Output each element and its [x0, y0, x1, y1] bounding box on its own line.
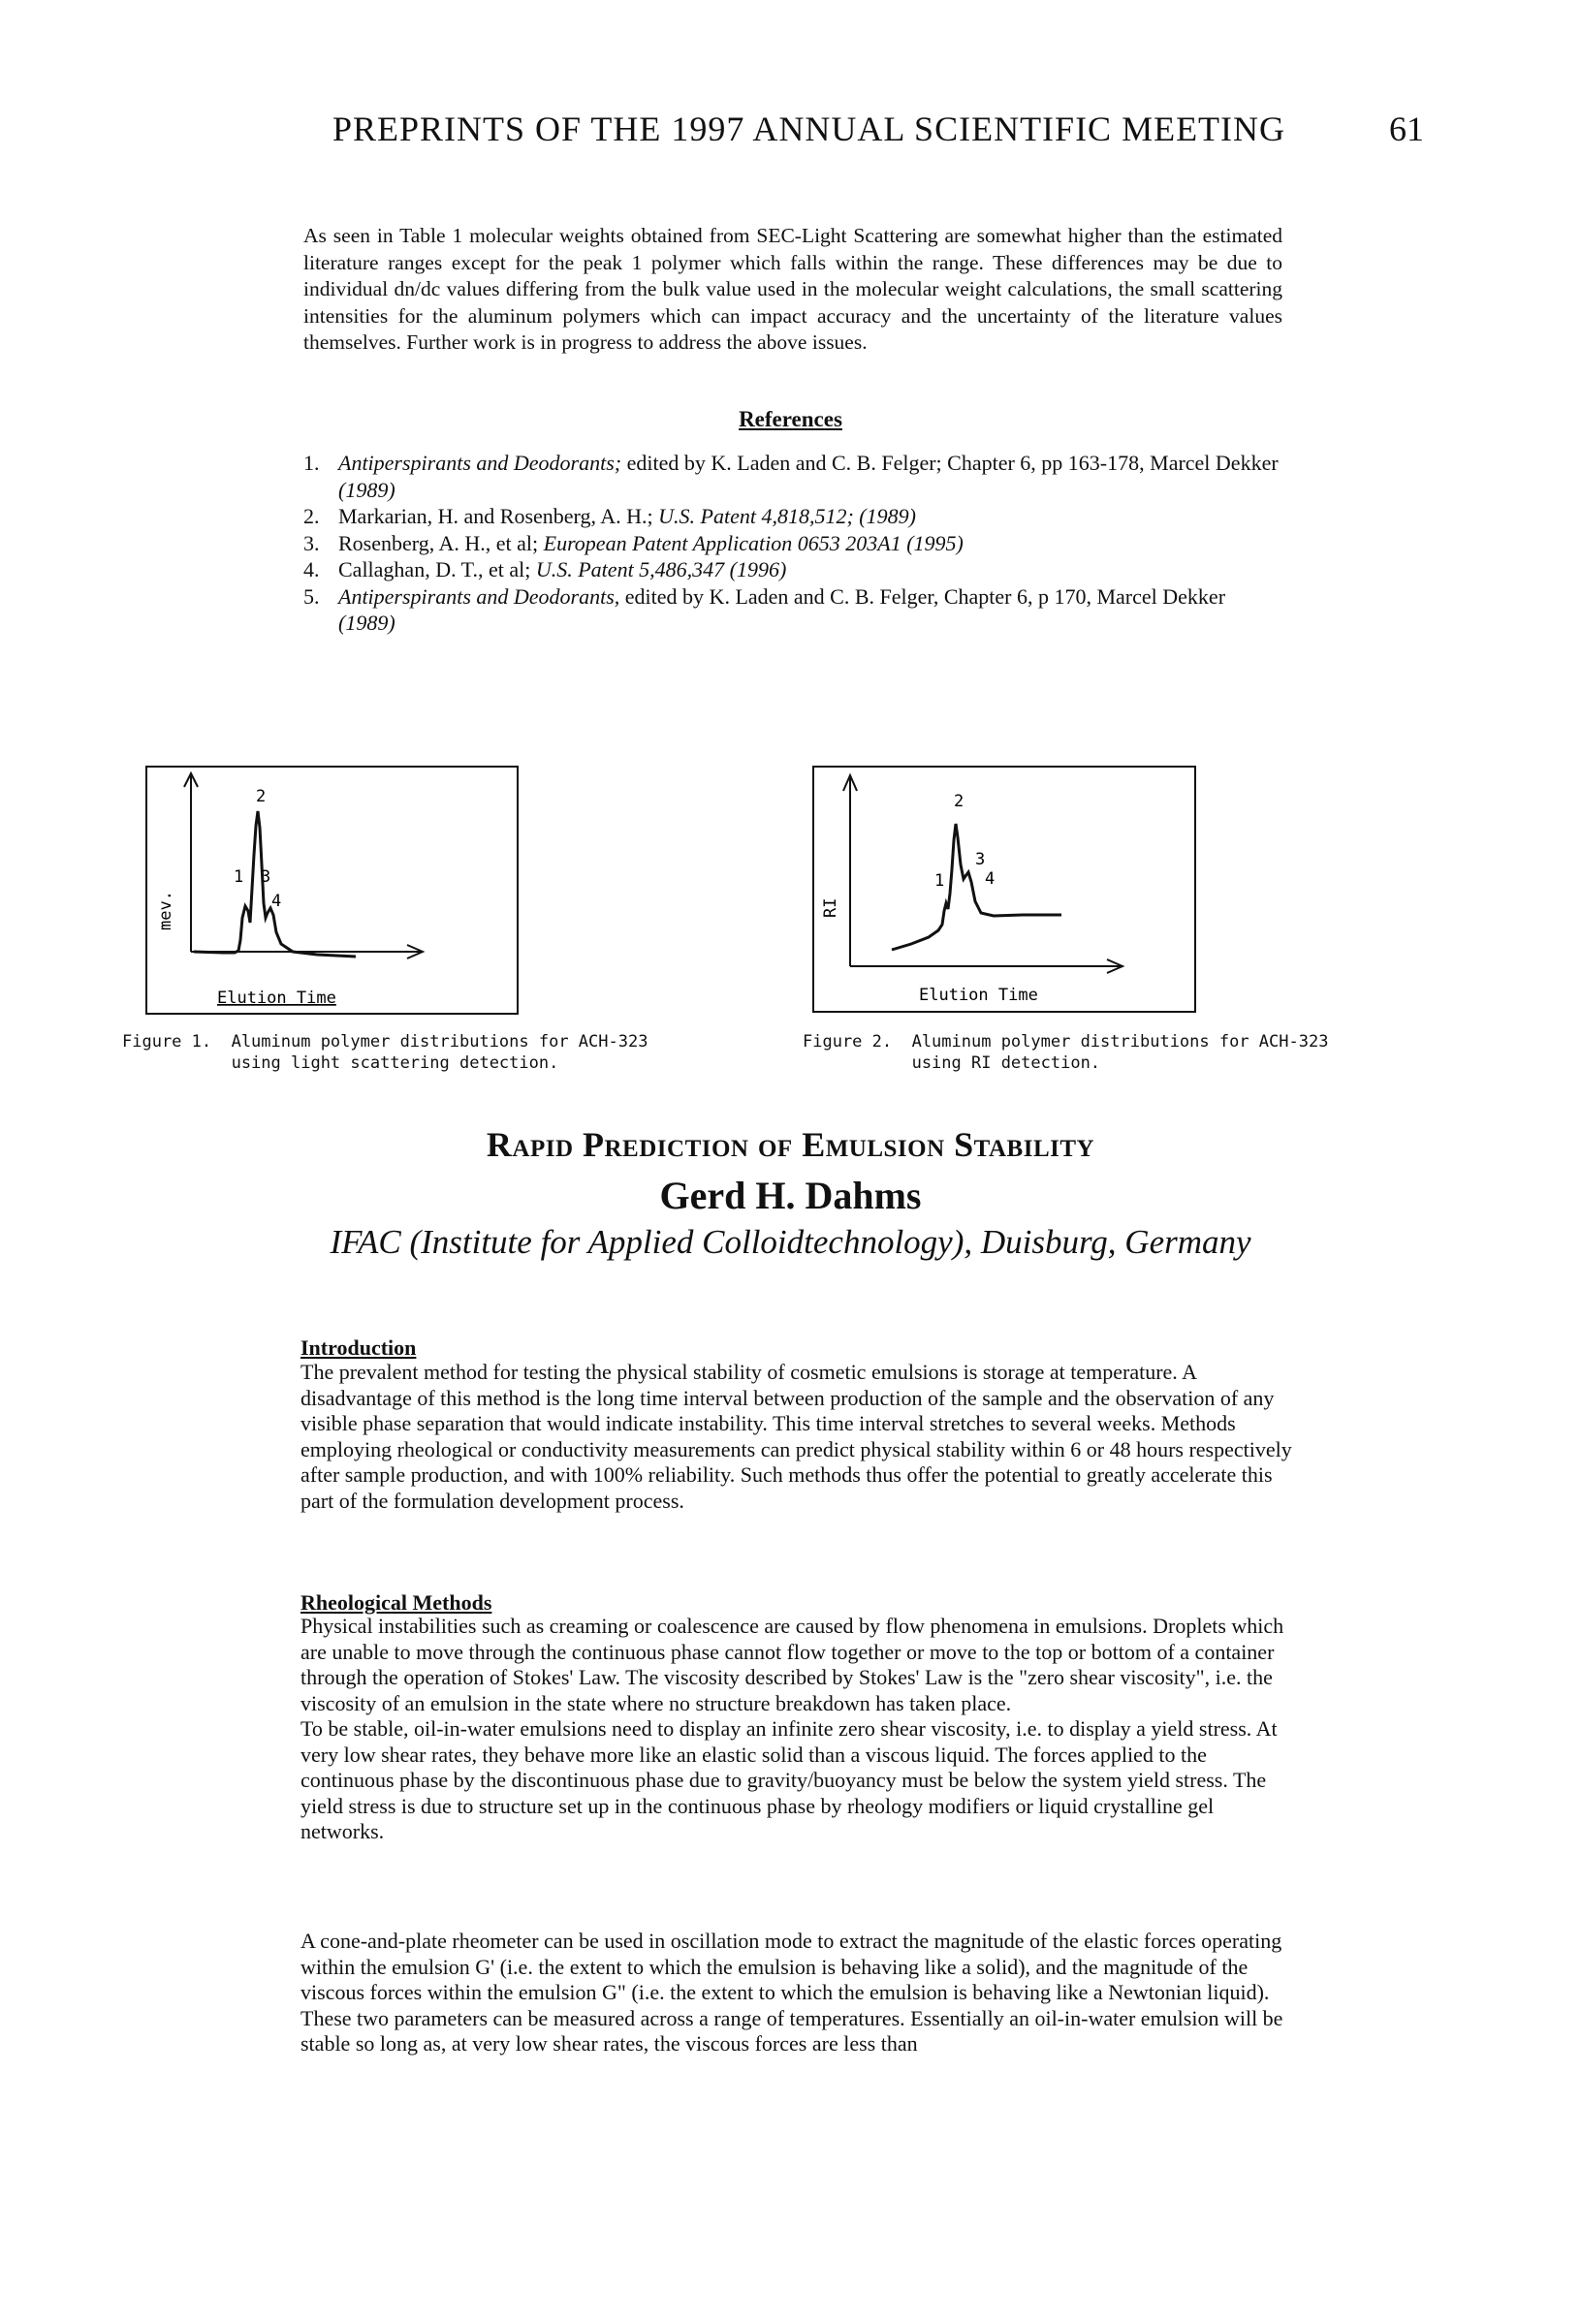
- introduction-text: The prevalent method for testing the physical stability of cosmetic emulsions is storage at temperature. A disadvantage of this method is the long time interval between production of the sample and the observation of any visible phase separation that would indicate instability. This time interval stretches to several weeks. Methods employing rheological or conductivity measurements can predict physical stability within 6 or 48 hours respectively after sample production, and with 100% reliability. Such methods thus offer the potential to greatly accelerate this part of the formulation development process.: [300, 1360, 1292, 1513]
- figure-1-svg: [147, 768, 517, 1013]
- figure-2-svg: [814, 768, 1194, 1011]
- peak-label: 4: [271, 892, 282, 911]
- figure-1-plot: [145, 766, 519, 1015]
- peak-label: 2: [256, 787, 267, 806]
- reference-item: 3. Rosenberg, A. H., et al; European Patent Application 0653 203A1 (1995): [303, 530, 964, 555]
- figure-2-caption: Figure 2. Aluminum polymer distributions for ACH-323 using RI detection.: [803, 1032, 1329, 1073]
- y-axis-label: RI: [821, 897, 840, 918]
- journal-title: PREPRINTS OF THE 1997 ANNUAL SCIENTIFIC MEETING: [332, 110, 1286, 148]
- peak-label: 2: [954, 792, 964, 811]
- introduction-heading: Introduction: [300, 1335, 417, 1360]
- rheological-text: Physical instabilities such as creaming or coalescence are caused by flow phenomena in emulsions. Droplets which are unable to move through the continuous phase cannot flow together or move to the top or bottom of a container through the operation of Stokes' Law. The viscosity described by Stokes' Law is the "zero shear viscosity", i.e. the viscosity of an emulsion in the state where no structure breakdown has taken place. To be stable, oil-in-water emulsions need to display an infinite zero shear viscosity, i.e. to display a yield stress. At very low shear rates, they behave more like an elastic solid than a viscous liquid. The forces applied to the continuous phase by the discontinuous phase due to gravity/buoyancy must be below the system yield stress. The yield stress is due to structure set up in the continuous phase by rheology modifiers or liquid crystalline gel networks.: [300, 1614, 1284, 1843]
- article-author: Gerd H. Dahms: [659, 1174, 922, 1217]
- rheological-heading: Rheological Methods: [300, 1590, 492, 1615]
- peak-label: 3: [261, 867, 271, 887]
- results-paragraph: As seen in Table 1 molecular weights obtained from SEC-Light Scattering are somewhat higher than the estimated literature ranges except for the peak 1 polymer which falls within the range. These differences may be due to individual dn/dc values differing from the bulk value used in the molecular weight calculations, the small scattering intensities for the aluminum polymers which can impact accuracy and the uncertainty of the literature values themselves. Further work is in progress to address the above issues.: [303, 224, 1282, 355]
- reference-item: 1. Antiperspirants and Deodorants; edited by K. Laden and C. B. Felger; Chapter 6, pp 163-178, Marcel Dekker (1989): [303, 451, 1279, 502]
- running-header: [0, 109, 1581, 157]
- figure-1-caption: Figure 1. Aluminum polymer distributions for ACH-323 using light scattering detection.: [122, 1032, 648, 1073]
- peak-label: 1: [934, 871, 945, 891]
- peak-label: 4: [985, 869, 996, 889]
- rheometer-paragraph: A cone-and-plate rheometer can be used in oscillation mode to extract the magnitude of the elastic forces operating within the emulsion G' (i.e. the extent to which the emulsion is behaving like a solid), and the magnitude of the viscous forces within the emulsion G" (i.e. the extent to which the emulsion is behaving like a Newtonian liquid). These two parameters can be measured across a range of temperatures. Essentially an oil-in-water emulsion will be stable so long as, at very low shear rates, the viscous forces are less than: [300, 1929, 1283, 2056]
- peak-label: 1: [234, 867, 244, 887]
- x-axis-label: Elution Time: [217, 989, 336, 1008]
- reference-list: [303, 450, 1282, 637]
- reference-item: 4. Callaghan, D. T., et al; U.S. Patent 5,486,347 (1996): [303, 557, 787, 581]
- ri-trace: [892, 824, 1061, 950]
- light-scattering-trace: [194, 811, 356, 957]
- article-affiliation: IFAC (Institute for Applied Colloidtechnology), Duisburg, Germany: [330, 1223, 1251, 1261]
- page-number: 61: [1389, 110, 1424, 148]
- peak-label: 3: [975, 850, 986, 869]
- figure-2-plot: [812, 766, 1196, 1013]
- x-axis-label: Elution Time: [919, 986, 1038, 1005]
- y-axis-label: mev.: [156, 891, 175, 930]
- reference-item: 2. Markarian, H. and Rosenberg, A. H.; U.S. Patent 4,818,512; (1989): [303, 504, 916, 528]
- reference-item: 5. Antiperspirants and Deodorants, edited by K. Laden and C. B. Felger, Chapter 6, p 170, Marcel Dekker (1989): [303, 583, 1226, 635]
- article-title: Rapid Prediction of Emulsion Stability: [486, 1125, 1095, 1164]
- references-heading: References: [739, 407, 842, 431]
